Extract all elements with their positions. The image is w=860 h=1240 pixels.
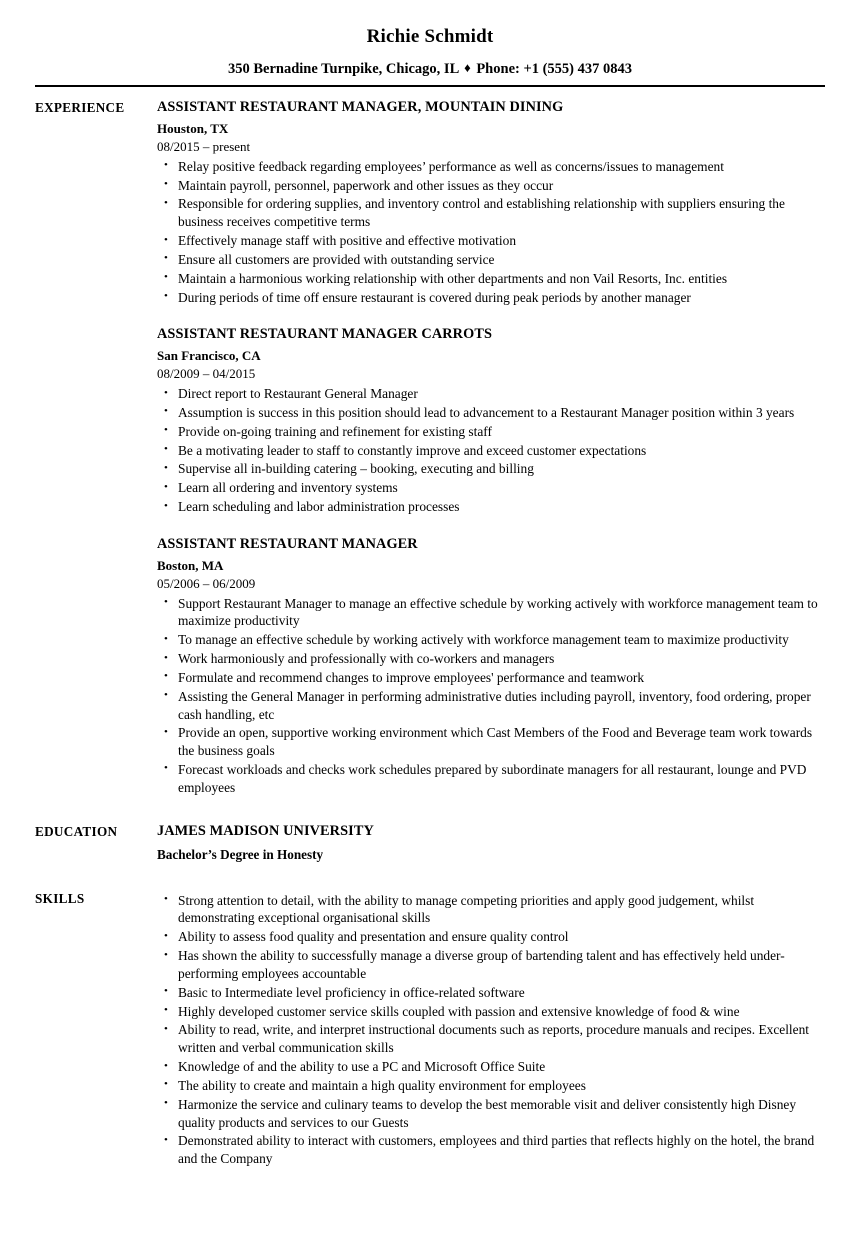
skill-bullet: • Ability to assess food quality and presentation and ensure quality control	[157, 928, 825, 946]
job-bullet: • Relay positive feedback regarding employees’ performance as well as concerns/issues to management	[157, 158, 825, 176]
job-title: ASSISTANT RESTAURANT MANAGER	[157, 535, 418, 552]
job-dates: 08/2015 – present	[157, 138, 251, 154]
job-bullet: • Forecast workloads and checks work schedules prepared by subordinate managers for all restaurant, lounge and PVD employees	[157, 761, 825, 797]
job-bullet: • Ensure all customers are provided with outstanding service	[157, 251, 825, 269]
resume-header	[0, 0, 860, 87]
diamond-separator-icon: ♦	[464, 59, 471, 75]
section-education	[35, 823, 825, 863]
job-bullet: • Work harmoniously and professionally with co-workers and managers	[157, 650, 825, 668]
section-label-education: EDUCATION	[35, 823, 118, 839]
job-location: San Francisco, CA	[157, 348, 261, 364]
section-label-skills: SKILLS	[35, 890, 85, 906]
skill-bullet: • Highly developed customer service skills coupled with passion and extensive knowledge of food & wine	[157, 1003, 825, 1021]
job-bullet: • Maintain payroll, personnel, paperwork and other issues as they occur	[157, 177, 825, 195]
header-divider	[35, 85, 825, 87]
contact-address: 350 Bernadine Turnpike, Chicago, IL	[227, 60, 459, 77]
job-bullet: • During periods of time off ensure restaurant is covered during peak periods by another manager	[157, 289, 825, 307]
skills-bullet-list	[157, 892, 825, 1168]
job-location: Boston, MA	[157, 557, 224, 573]
skill-bullet: • Knowledge of and the ability to use a PC and Microsoft Office Suite	[157, 1058, 825, 1076]
job-bullet: • Learn scheduling and labor administration processes	[157, 498, 825, 516]
skill-bullet: • Ability to read, write, and interpret instructional documents such as reports, procedure manuals and recipes. Excellent written and verbal communication skills	[157, 1021, 825, 1057]
job-dates: 08/2009 – 04/2015	[157, 366, 256, 382]
education-school: JAMES MADISON UNIVERSITY	[157, 822, 374, 839]
job-bullet-list	[157, 595, 825, 797]
experience-entry	[157, 536, 825, 797]
experience-entries	[157, 99, 825, 796]
job-bullet: • Support Restaurant Manager to manage an effective schedule by working actively with workforce management team to maximize productivity	[157, 595, 825, 631]
job-dates: 05/2006 – 06/2009	[157, 575, 256, 591]
job-bullet: • Effectively manage staff with positive and effective motivation	[157, 232, 825, 250]
section-experience	[35, 99, 825, 796]
job-bullet: • Provide an open, supportive working environment which Cast Members of the Food and Beverage team work towards the business goals	[157, 724, 825, 760]
contact-phone: Phone: +1 (555) 437 0843	[476, 60, 632, 77]
job-bullet: • Be a motivating leader to staff to constantly improve and exceed customer expectations	[157, 442, 825, 460]
job-location: Houston, TX	[157, 121, 229, 137]
resume-body	[0, 99, 860, 1168]
candidate-name: Richie Schmidt	[366, 26, 494, 47]
job-bullet: • To manage an effective schedule by working actively with workforce management team to maximize productivity	[157, 631, 825, 649]
experience-entry	[157, 99, 825, 306]
job-bullet-list	[157, 158, 825, 307]
experience-entry	[157, 326, 825, 515]
job-bullet: • Responsible for ordering supplies, and inventory control and establishing relationship with suppliers ensuring the business receives competitive terms	[157, 195, 825, 231]
section-label-experience: EXPERIENCE	[35, 100, 125, 116]
job-title: ASSISTANT RESTAURANT MANAGER, MOUNTAIN DINING	[157, 99, 564, 116]
job-bullet: • Supervise all in-building catering – booking, executing and billing	[157, 460, 825, 478]
job-bullet: • Assisting the General Manager in performing administrative duties including payroll, inventory, food ordering, proper cash handling, etc	[157, 688, 825, 724]
skill-bullet: • Strong attention to detail, with the ability to manage competing priorities and apply good judgement, whilst demonstrating exceptional organisational skills	[157, 892, 825, 928]
section-skills	[35, 890, 825, 1168]
skill-bullet: • The ability to create and maintain a high quality environment for employees	[157, 1077, 825, 1095]
job-bullet: • Formulate and recommend changes to improve employees' performance and teamwork	[157, 669, 825, 687]
contact-line	[0, 60, 860, 78]
job-title: ASSISTANT RESTAURANT MANAGER CARROTS	[157, 326, 493, 343]
job-bullet: • Provide on-going training and refinement for existing staff	[157, 423, 825, 441]
skill-bullet: • Harmonize the service and culinary teams to develop the best memorable visit and deliver consistently high Disney quality products and services to our Guests	[157, 1096, 825, 1132]
job-bullet: • Assumption is success in this position should lead to advancement to a Restaurant Manager position within 3 years	[157, 404, 825, 422]
education-entries	[157, 823, 825, 863]
job-bullet: • Direct report to Restaurant General Manager	[157, 385, 825, 403]
education-degree: Bachelor’s Degree in Honesty	[157, 846, 324, 862]
job-bullet-list	[157, 385, 825, 516]
skills-entries	[157, 890, 825, 1168]
job-bullet: • Maintain a harmonious working relationship with other departments and non Vail Resorts, Inc. entities	[157, 270, 825, 288]
skill-bullet: • Demonstrated ability to interact with customers, employees and third parties that reflects highly on the hotel, the brand and the Company	[157, 1132, 825, 1168]
skill-bullet: • Basic to Intermediate level proficiency in office-related software	[157, 984, 825, 1002]
job-bullet: • Learn all ordering and inventory systems	[157, 479, 825, 497]
skill-bullet: • Has shown the ability to successfully manage a diverse group of bartending talent and has effectively held under-performing employees accountable	[157, 947, 825, 983]
